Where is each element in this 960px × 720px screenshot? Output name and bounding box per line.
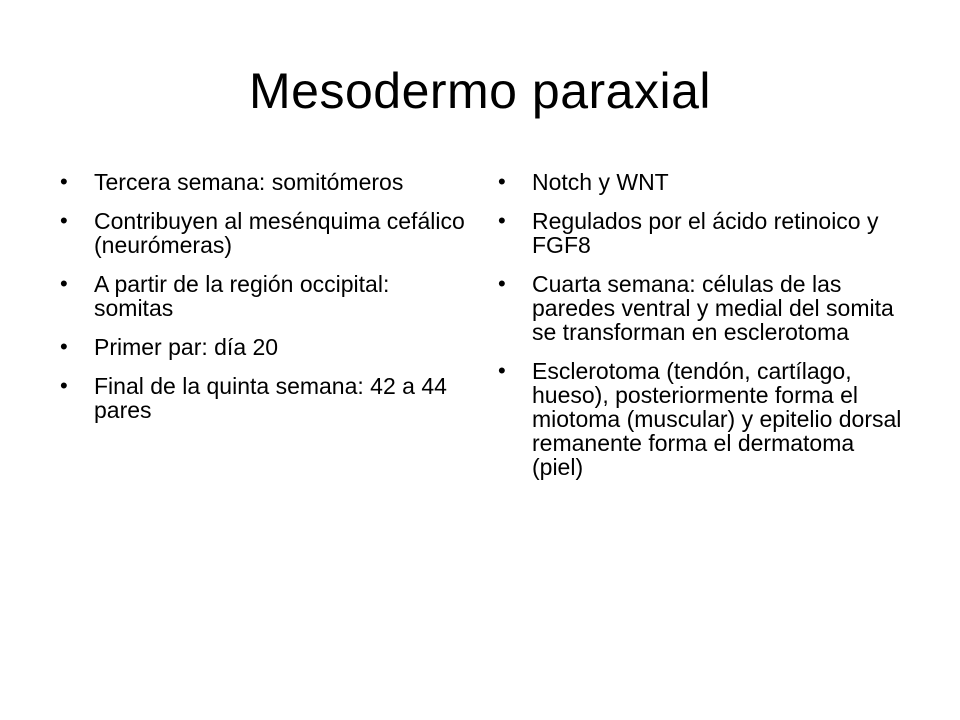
bullet-text: Tercera semana: somitómeros — [94, 169, 404, 195]
bullet-item — [60, 170, 468, 194]
bullet-item — [498, 209, 906, 257]
bullet-icon: • — [60, 271, 68, 296]
bullet-text: Regulados por el ácido retinoico y FGF8 — [532, 208, 879, 258]
bullet-text: A partir de la región occipital: somitas — [94, 271, 390, 321]
bullet-item — [60, 374, 468, 422]
slide-title: Mesodermo paraxial — [249, 63, 711, 119]
bullet-text: Notch y WNT — [532, 169, 669, 195]
bullet-icon: • — [498, 271, 506, 296]
bullet-item — [498, 272, 906, 344]
bullet-text: Primer par: día 20 — [94, 334, 279, 360]
bullet-item — [60, 209, 468, 257]
bullet-item — [60, 272, 468, 320]
bullet-text: Contribuyen al mesénquima cefálico (neurómeras) — [94, 208, 465, 258]
bullet-icon: • — [60, 208, 68, 233]
bullet-icon: • — [498, 358, 506, 383]
bullet-text: Cuarta semana: células de las paredes ventral y medial del somita se transforman en esclerotoma — [532, 271, 894, 345]
left-bullet-list — [60, 170, 468, 437]
bullet-icon: • — [498, 169, 506, 194]
bullet-text: Esclerotoma (tendón, cartílago, hueso), posteriormente forma el miotoma (muscular) y epitelio dorsal remanente forma el dermatoma (piel) — [532, 358, 902, 480]
bullet-item — [498, 359, 906, 479]
bullet-icon: • — [498, 208, 506, 233]
bullet-icon: • — [60, 334, 68, 359]
bullet-text: Final de la quinta semana: 42 a 44 pares — [94, 373, 447, 423]
bullet-icon: • — [60, 169, 68, 194]
right-bullet-list — [498, 170, 906, 494]
bullet-item — [498, 170, 906, 194]
bullet-item — [60, 335, 468, 359]
bullet-icon: • — [60, 373, 68, 398]
